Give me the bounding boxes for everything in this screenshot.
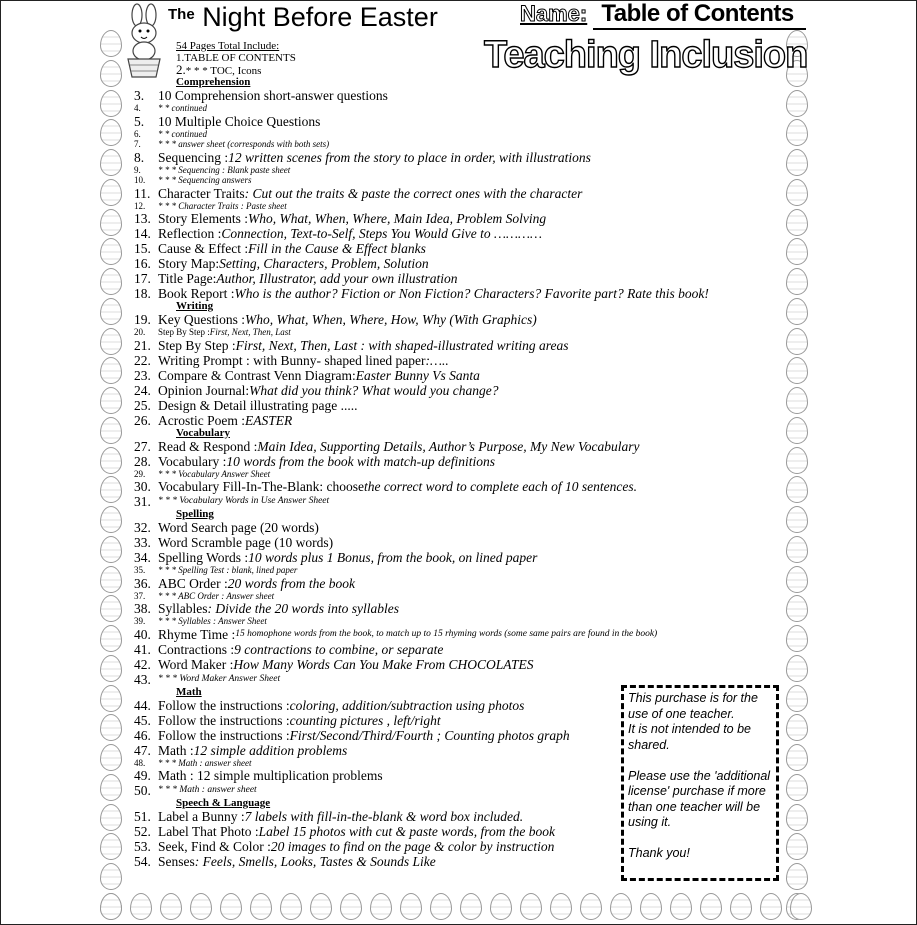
toc-item-label: Senses xyxy=(158,854,195,869)
toc-item xyxy=(134,494,784,509)
easter-egg-icon xyxy=(790,893,812,920)
toc-item-number: 37. xyxy=(134,590,146,601)
toc-item-number: 17. xyxy=(134,271,151,286)
toc-item-description: Label 15 photos with cut & paste words, from the book xyxy=(258,824,555,839)
toc-item-number: 52. xyxy=(134,824,151,839)
easter-egg-icon xyxy=(786,655,808,682)
toc-item-description: Setting, Characters, Problem, Solution xyxy=(219,256,429,271)
easter-egg-icon xyxy=(100,685,122,712)
easter-egg-icon xyxy=(580,893,602,920)
section-heading: Math xyxy=(176,685,202,698)
toc-item-description: First/Second/Third/Fourth ; Counting photos graph xyxy=(289,727,570,743)
toc-item xyxy=(134,454,784,469)
toc-item-number: 30. xyxy=(134,479,151,494)
toc-item-label: Follow the instructions : xyxy=(158,727,290,743)
toc-item xyxy=(134,88,784,103)
toc-item xyxy=(134,165,784,176)
toc-item-number: 45. xyxy=(134,712,151,728)
easter-egg-icon xyxy=(786,506,808,533)
toc-item xyxy=(134,286,784,301)
toc-item-number: 38. xyxy=(134,601,151,616)
easter-egg-icon xyxy=(100,179,122,206)
toc-item-description: Connection, Text-to-Self, Steps You Would Give to ………… xyxy=(221,226,542,241)
easter-egg-icon xyxy=(100,625,122,652)
toc-item-description: How Many Words Can You Make From CHOCOLATES xyxy=(233,656,534,672)
toc-item-description: 7 labels with fill-in-the-blank & word box included. xyxy=(244,809,524,824)
easter-egg-icon xyxy=(786,447,808,474)
toc-item-number: 48. xyxy=(134,757,146,768)
toc-item-number: 54. xyxy=(134,854,151,869)
toc-item xyxy=(134,479,784,494)
easter-egg-icon xyxy=(786,595,808,622)
toc-item-description: * * * ABC Order : Answer sheet xyxy=(158,590,275,601)
easter-egg-icon xyxy=(786,328,808,355)
toc-item-description: * * * Spelling Test : blank, lined paper xyxy=(158,565,298,575)
toc-item-description: Easter Bunny Vs Santa xyxy=(355,367,480,383)
notice-line-4: Thank you! xyxy=(628,846,690,860)
toc-item xyxy=(134,201,784,212)
toc-item-number: 28. xyxy=(134,453,151,469)
intro-item-2-text: * * * TOC, Icons xyxy=(185,65,262,77)
section-heading: Vocabulary xyxy=(176,426,230,439)
toc-item-number: 44. xyxy=(134,697,151,713)
toc-item-label: Vocabulary : xyxy=(158,453,227,469)
easter-egg-icon xyxy=(100,417,122,444)
toc-item xyxy=(134,439,784,454)
toc-item-label: Spelling Words : xyxy=(158,550,249,565)
brand-logo-text: Teaching Inclusion xyxy=(484,34,808,76)
easter-egg-icon xyxy=(370,893,392,920)
toc-item xyxy=(134,256,784,271)
toc-item-description: : Divide the 20 words into syllables xyxy=(207,601,399,616)
toc-item-number: 6. xyxy=(134,128,141,139)
toc-item-label: Follow the instructions : xyxy=(158,712,290,728)
easter-egg-icon xyxy=(786,119,808,146)
toc-item-label: Seek, Find & Color : xyxy=(158,839,271,854)
toc-item-description: 12 simple addition problems xyxy=(193,742,348,758)
easter-egg-icon xyxy=(786,685,808,712)
easter-egg-icon xyxy=(100,298,122,325)
toc-item-number: 36. xyxy=(134,575,151,591)
title-prefix: The xyxy=(168,6,195,23)
toc-item-description: 12 written scenes from the story to place in order, with illustrations xyxy=(228,149,591,165)
easter-egg-icon xyxy=(100,655,122,682)
easter-egg-icon xyxy=(786,238,808,265)
toc-item xyxy=(134,657,784,672)
toc-item-description: Who, What, When, Where, Main Idea, Problem Solving xyxy=(248,211,547,226)
toc-item-number: 40. xyxy=(134,626,151,642)
easter-egg-icon xyxy=(550,893,572,920)
toc-item-number: 18. xyxy=(134,286,151,301)
toc-item-label: Key Questions : xyxy=(158,312,245,327)
toc-item xyxy=(134,413,784,428)
toc-item-label: 10 Multiple Choice Questions xyxy=(158,113,321,129)
toc-item xyxy=(134,616,784,627)
toc-item-label: Design & Detail illustrating page ..... xyxy=(158,397,358,413)
easter-egg-icon xyxy=(610,893,632,920)
toc-item-description: * * continued xyxy=(158,128,207,139)
easter-egg-icon xyxy=(100,536,122,563)
toc-item-number: 43. xyxy=(134,671,151,687)
toc-item-number: 3. xyxy=(134,88,145,103)
easter-egg-icon xyxy=(190,893,212,920)
toc-item-number: 53. xyxy=(134,839,151,854)
toc-item-number: 8. xyxy=(134,149,145,165)
toc-item-number: 51. xyxy=(134,809,151,824)
toc-item-label: ABC Order : xyxy=(158,575,228,591)
easter-egg-icon xyxy=(786,476,808,503)
toc-item-description: * * * answer sheet (corresponds with both sets) xyxy=(158,139,330,149)
easter-egg-icon xyxy=(786,833,808,860)
toc-item-label: Book Report : xyxy=(158,286,235,301)
toc-item xyxy=(134,103,784,114)
toc-item-number: 19. xyxy=(134,312,151,327)
toc-item xyxy=(134,601,784,616)
toc-item-number: 25. xyxy=(134,397,151,413)
toc-item-description: * * continued xyxy=(158,103,207,113)
toc-item-description: * * * Vocabulary Words in Use Answer Sheet xyxy=(158,496,330,506)
easter-egg-icon xyxy=(100,238,122,265)
toc-item-description: 10 words plus 1 Bonus, from the book, on lined paper xyxy=(248,550,538,565)
toc-item-number: 23. xyxy=(134,367,151,383)
easter-egg-icon xyxy=(100,119,122,146)
toc-item-description: * * * Syllables : Answer Sheet xyxy=(158,616,267,626)
toc-item-description: * * * Word Maker Answer Sheet xyxy=(158,673,281,684)
easter-egg-icon xyxy=(786,209,808,236)
toc-item-label: Cause & Effect : xyxy=(158,241,249,256)
easter-egg-icon xyxy=(100,209,122,236)
toc-item-label: Syllables xyxy=(158,601,208,616)
toc-item-description: counting pictures , left/right xyxy=(289,712,441,728)
toc-item-description: What did you think? What would you change? xyxy=(249,382,499,398)
toc-item xyxy=(134,627,784,642)
toc-item xyxy=(134,139,784,150)
section-heading: Spelling xyxy=(176,508,214,520)
toc-item-description: 15 homophone words from the book, to match up to 15 rhyming words (some same pairs are found in the book) xyxy=(235,628,658,639)
toc-item-description: Main Idea, Supporting Details, Author’s Purpose, My New Vocabulary xyxy=(257,438,640,454)
easter-egg-icon xyxy=(786,863,808,890)
toc-item-label: Opinion Journal: xyxy=(158,382,250,398)
page-title xyxy=(168,2,438,33)
easter-egg-icon xyxy=(640,893,662,920)
easter-egg-icon xyxy=(786,774,808,801)
toc-item xyxy=(134,550,784,565)
toc-item-number: 20. xyxy=(134,327,146,337)
toc-item-description: 10 words from the book with match-up definitions xyxy=(226,453,495,469)
toc-item-label: Writing Prompt : with Bunny- shaped lined paper xyxy=(158,352,426,368)
easter-egg-icon xyxy=(100,804,122,831)
toc-item-label: Vocabulary Fill-In-The-Blank: choose xyxy=(158,479,364,494)
toc-item-number: 46. xyxy=(134,727,151,743)
toc-item-description: Who, What, When, Where, How, Why (With Graphics) xyxy=(245,312,537,327)
toc-item-label: Story Elements : xyxy=(158,211,248,226)
toc-item-number: 32. xyxy=(134,520,151,535)
easter-egg-icon xyxy=(100,595,122,622)
easter-egg-icon xyxy=(786,268,808,295)
toc-item xyxy=(134,312,784,327)
toc-item-label: Math : 12 simple multiplication problems xyxy=(158,768,383,783)
toc-item xyxy=(134,186,784,201)
toc-item xyxy=(134,338,784,353)
easter-egg-icon xyxy=(730,893,752,920)
toc-item-number: 5. xyxy=(134,113,145,129)
toc-item-description: 9 contractions to combine, or separate xyxy=(234,641,444,657)
toc-item-description: : Feels, Smells, Looks, Tastes & Sounds Like xyxy=(194,854,436,869)
easter-egg-icon xyxy=(100,149,122,176)
easter-egg-icon xyxy=(100,357,122,384)
notice-line-2: It is not intended to be shared. xyxy=(628,722,752,752)
total-pages-text: 54 Pages Total Include: xyxy=(176,40,280,52)
toc-item-number: 21. xyxy=(134,337,151,353)
toc-item xyxy=(134,114,784,129)
easter-egg-icon xyxy=(786,90,808,117)
toc-item xyxy=(134,535,784,550)
toc-item-label: Label a Bunny : xyxy=(158,809,245,824)
easter-egg-icon xyxy=(100,893,122,920)
toc-item-label: Acrostic Poem : xyxy=(158,412,245,428)
toc-item-label: Title Page: xyxy=(158,271,217,286)
toc-item-number: 15. xyxy=(134,241,151,256)
toc-item-label: 10 Comprehension short-answer questions xyxy=(158,88,388,103)
toc-item-description: the correct word to complete each of 10 sentences. xyxy=(363,479,637,494)
toc-item-label: Follow the instructions : xyxy=(158,697,290,713)
toc-item-description: 20 images to find on the page & color by instruction xyxy=(270,839,555,854)
easter-egg-icon xyxy=(760,893,782,920)
easter-egg-icon xyxy=(310,893,332,920)
easter-egg-icon xyxy=(786,744,808,771)
toc-item-description: * * * Math : answer sheet xyxy=(158,785,257,795)
toc-item-label: Story Map: xyxy=(158,256,220,271)
toc-item xyxy=(134,398,784,413)
easter-egg-icon xyxy=(100,744,122,771)
easter-egg-icon xyxy=(786,714,808,741)
toc-item-number: 14. xyxy=(134,226,151,241)
toc-item-description: EASTER xyxy=(245,412,293,428)
toc-item xyxy=(134,241,784,256)
section-heading: Speech & Language xyxy=(176,797,271,809)
toc-item-number: 16. xyxy=(134,256,151,271)
toc-item-label: Read & Respond : xyxy=(158,438,258,454)
notice-line-1: This purchase is for the use of one teacher. xyxy=(628,691,758,721)
easter-egg-icon xyxy=(786,149,808,176)
toc-item-label: Word Search page (20 words) xyxy=(158,520,319,535)
right-egg-border xyxy=(786,30,810,920)
bottom-egg-border xyxy=(100,893,812,919)
license-notice xyxy=(621,685,779,881)
toc-item xyxy=(134,565,784,576)
toc-item-number: 7. xyxy=(134,139,141,149)
toc-item xyxy=(134,211,784,226)
toc-item-description: First, Next, Then, Last : with shaped-illustrated writing areas xyxy=(235,337,569,353)
easter-egg-icon xyxy=(430,893,452,920)
toc-item xyxy=(134,368,784,383)
toc-item-description: * * * Character Traits : Paste sheet xyxy=(158,200,287,211)
toc-item xyxy=(134,591,784,602)
toc-item-description: * * * Sequencing : Blank paste sheet xyxy=(158,164,291,175)
toc-item xyxy=(134,150,784,165)
easter-egg-icon xyxy=(786,387,808,414)
toc-item-label: Step By Step : xyxy=(158,327,210,337)
toc-item-number: 49. xyxy=(134,768,151,783)
toc-item-label: Word Scramble page (10 words) xyxy=(158,535,334,550)
toc-item xyxy=(134,469,784,480)
easter-egg-icon xyxy=(160,893,182,920)
toc-item-number: 12. xyxy=(134,200,146,211)
easter-egg-icon xyxy=(100,506,122,533)
left-egg-border xyxy=(100,30,124,920)
toc-item-number: 4. xyxy=(134,103,141,113)
easter-egg-icon xyxy=(786,625,808,652)
toc-item-number: 22. xyxy=(134,352,151,368)
toc-item xyxy=(134,576,784,591)
easter-egg-icon xyxy=(490,893,512,920)
toc-item xyxy=(134,271,784,286)
easter-egg-icon xyxy=(100,387,122,414)
easter-egg-icon xyxy=(100,714,122,741)
toc-item-description: First, Next, Then, Last xyxy=(209,327,291,337)
easter-egg-icon xyxy=(340,893,362,920)
intro-item-2-num: 2. xyxy=(176,62,186,77)
toc-item-number: 41. xyxy=(134,641,151,657)
toc-item-description: Fill in the Cause & Effect blanks xyxy=(248,241,426,256)
toc-item-label: Step By Step : xyxy=(158,337,236,353)
toc-item xyxy=(134,226,784,241)
toc-item-label: Rhyme Time : xyxy=(158,626,236,642)
toc-item-label: Contractions : xyxy=(158,641,235,657)
toc-item-description: 20 words from the book xyxy=(227,575,355,591)
toc-item-description: Author, Illustrator, add your own illustration xyxy=(216,271,458,286)
easter-egg-icon xyxy=(400,893,422,920)
easter-egg-icon xyxy=(520,893,542,920)
toc-item-number: 9. xyxy=(134,164,141,175)
section-heading: Writing xyxy=(176,300,214,312)
toc-item xyxy=(134,520,784,535)
easter-egg-icon xyxy=(100,833,122,860)
easter-egg-icon xyxy=(100,268,122,295)
easter-egg-icon xyxy=(130,893,152,920)
toc-item-description: * * * Sequencing answers xyxy=(158,175,252,185)
easter-egg-icon xyxy=(100,774,122,801)
toc-item-number: 31. xyxy=(134,494,151,509)
easter-egg-icon xyxy=(786,179,808,206)
toc-item-description: * * * Math : answer sheet xyxy=(158,757,252,768)
intro-item-1: 1.TABLE OF CONTENTS xyxy=(176,52,296,64)
toc-item-number: 29. xyxy=(134,468,146,479)
toc-item-label: Label That Photo : xyxy=(158,824,259,839)
easter-egg-icon xyxy=(670,893,692,920)
toc-item xyxy=(134,383,784,398)
easter-egg-icon xyxy=(786,357,808,384)
toc-item xyxy=(134,129,784,140)
toc-item-description: : Cut out the traits & paste the correct ones with the character xyxy=(244,185,583,201)
easter-egg-icon xyxy=(100,566,122,593)
easter-egg-icon xyxy=(100,476,122,503)
toc-item-label: Sequencing : xyxy=(158,149,229,165)
name-field xyxy=(520,0,806,30)
toc-item-label: Reflection : xyxy=(158,226,222,241)
toc-item-number: 34. xyxy=(134,550,151,565)
easter-egg-icon xyxy=(100,328,122,355)
intro-block xyxy=(134,40,784,77)
toc-item-number: 50. xyxy=(134,783,151,798)
toc-item-description: coloring, addition/subtraction using photos xyxy=(289,697,525,713)
toc-item-number: 47. xyxy=(134,742,151,758)
easter-egg-icon xyxy=(100,30,122,57)
toc-item xyxy=(134,353,784,368)
toc-item-label: Word Maker : xyxy=(158,656,234,672)
title-text: Night Before Easter xyxy=(202,2,438,32)
toc-item-number: 11. xyxy=(134,185,151,201)
toc-item-number: 27. xyxy=(134,438,151,454)
easter-egg-icon xyxy=(460,893,482,920)
toc-item-number: 39. xyxy=(134,616,146,626)
easter-egg-icon xyxy=(786,417,808,444)
easter-egg-icon xyxy=(250,893,272,920)
toc-item-number: 24. xyxy=(134,382,151,398)
toc-item xyxy=(134,642,784,657)
section-heading: Comprehension xyxy=(176,76,251,88)
toc-item-number: 13. xyxy=(134,211,151,226)
toc-item-number: 10. xyxy=(134,175,146,185)
name-label: Name: xyxy=(520,1,588,26)
toc-item-description: * * * Vocabulary Answer Sheet xyxy=(158,468,271,479)
toc-item-description: :….. xyxy=(425,352,449,368)
easter-egg-icon xyxy=(786,536,808,563)
name-value: Table of Contents xyxy=(593,0,805,30)
toc-item-number: 35. xyxy=(134,565,146,575)
easter-egg-icon xyxy=(786,804,808,831)
easter-egg-icon xyxy=(220,893,242,920)
easter-egg-icon xyxy=(786,566,808,593)
easter-egg-icon xyxy=(100,447,122,474)
toc-item-label: Character Traits xyxy=(158,185,245,201)
toc-item-number: 42. xyxy=(134,656,151,672)
easter-egg-icon xyxy=(786,298,808,325)
toc-item-label: Compare & Contrast Venn Diagram: xyxy=(158,367,356,383)
toc-item xyxy=(134,175,784,186)
toc-item-label: Math : xyxy=(158,742,194,758)
toc-item-description: Who is the author? Fiction or Non Fiction? Characters? Favorite part? Rate this book! xyxy=(234,286,709,301)
toc-item xyxy=(134,327,784,338)
easter-egg-icon xyxy=(100,60,122,87)
notice-line-3: Please use the 'additional license' purchase if more than one teacher will be using it. xyxy=(628,768,771,829)
toc-item-number: 26. xyxy=(134,412,151,428)
toc-item-number: 33. xyxy=(134,535,151,550)
easter-egg-icon xyxy=(100,90,122,117)
easter-egg-icon xyxy=(700,893,722,920)
easter-egg-icon xyxy=(100,863,122,890)
easter-egg-icon xyxy=(280,893,302,920)
